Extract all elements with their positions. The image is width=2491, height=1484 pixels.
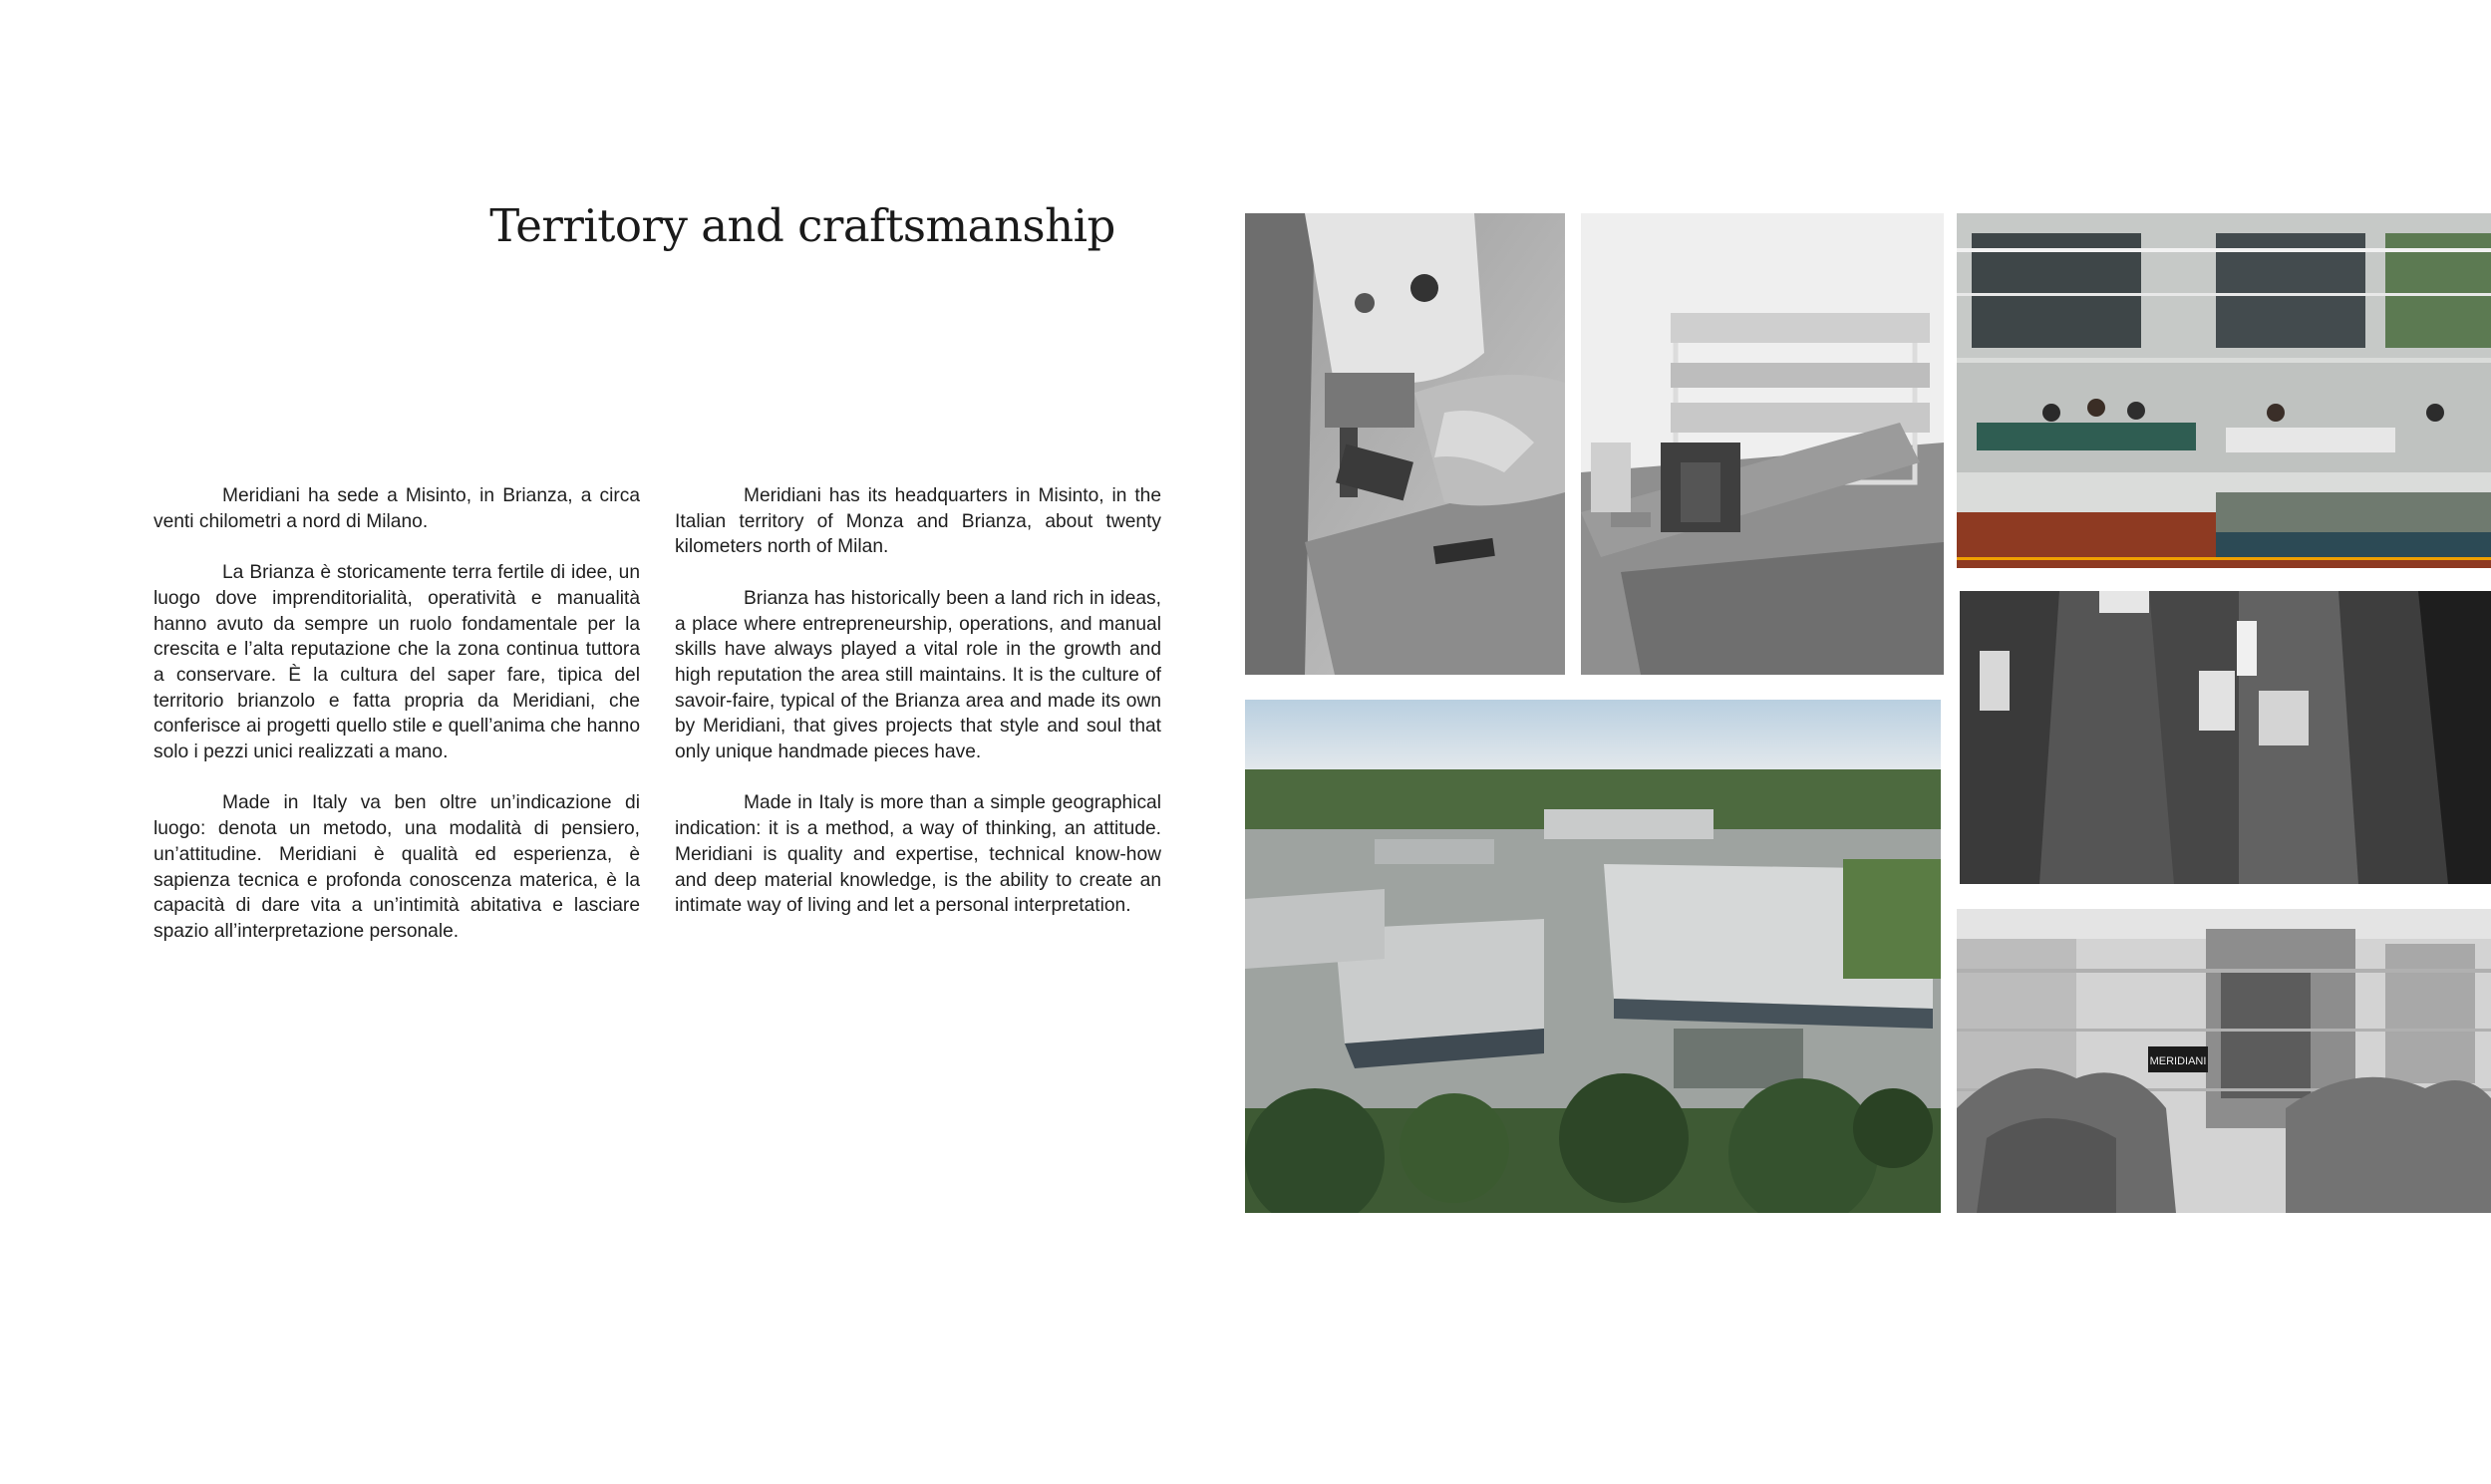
aerial-view-photo (1245, 700, 1941, 1213)
italian-text-column (154, 483, 640, 970)
english-paragraph: Made in Italy is more than a simple geographical indication: it is a method, a way of thinking, an attitude. Meridiani is quality and expertise, technical know-how and deep material knowledge, is the ability to create an intimate way of living and let a personal interpretation. (675, 792, 1161, 917)
italian-paragraph: Made in Italy va ben oltre un’indicazione di luogo: denota un metodo, una modalità di pensiero, un’attitudine. Meridiani è qualità ed esperienza, è sapienza tecnica e profonda conoscenza materica, è la capacità di dare vita a un’intimità abitativa e lasciare spazio all’interpretazione personale. (154, 792, 640, 942)
page-title: Territory and craftsmanship (489, 199, 1115, 252)
english-text-column (675, 483, 1161, 945)
italian-paragraph: La Brianza è storicamente terra fertile di idee, un luogo dove imprenditorialità, operatività e manualità hanno avuto da sempre un ruolo fondamentale per la crescita e l’alta reputazione che la zona continua tuttora a conservare. È la cultura del saper fare, tipica del territorio brianzolo e fatta propria da Meridiani, che conferisce ai progetti quello stile e quell’anima che hanno solo i pezzi unici realizzati a mano. (154, 562, 640, 763)
store-entrance-photo (1957, 909, 2491, 1213)
cutting-machine-photo (1581, 213, 1944, 675)
sewing-machine-photo (1245, 213, 1565, 675)
leather-hides-photo (1960, 591, 2491, 884)
store-sign-text: MERIDIANI (2149, 1055, 2207, 1067)
workshop-photo (1957, 213, 2491, 568)
italian-paragraph: Meridiani ha sede a Misinto, in Brianza, a circa venti chilometri a nord di Milano. (154, 485, 640, 532)
english-paragraph: Meridiani has its headquarters in Misinto, in the Italian territory of Monza and Brianza, about twenty kilometers north of Milan. (675, 485, 1161, 558)
english-paragraph: Brianza has historically been a land rich in ideas, a place where entrepreneurship, operations, and manual skills have always played a vital role in the growth and high reputation the area still maintains. It is the culture of savoir-faire, typical of the Brianza area and made its own by Meridiani, that gives projects that style and soul that only unique handmade pieces have. (675, 587, 1161, 763)
